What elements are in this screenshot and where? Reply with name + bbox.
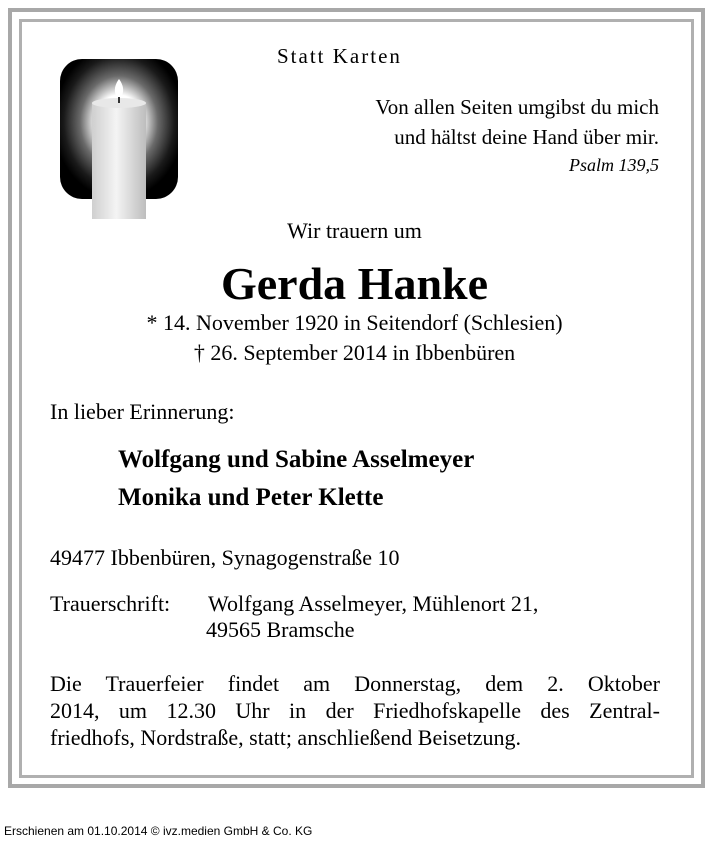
memory-line: In lieber Erinnerung: xyxy=(50,399,235,424)
funeral-line-2: 2014, um 12.30 Uhr in der Friedhofskapelle des Zentral- xyxy=(50,698,660,723)
death-line: † 26. September 2014 in Ibbenbüren xyxy=(193,340,516,365)
funeral-line-3: friedhofs, Nordstraße, statt; anschließend Beisetzung. xyxy=(50,725,522,750)
funeral-announcement xyxy=(50,670,660,751)
funeral-line-1: Die Trauerfeier findet am Donnerstag, dem 2. Oktober xyxy=(50,671,660,696)
verse-line-2: und hältst deine Hand über mir. xyxy=(394,125,659,149)
correspondence-line-1: Wolfgang Asselmeyer, Mühlenort 21, xyxy=(208,591,539,616)
candle-icon xyxy=(58,57,180,219)
correspondence-line-2: 49565 Bramsche xyxy=(206,617,355,642)
publication-footer: Erschienen am 01.10.2014 © ivz.medien GmbH & Co. KG xyxy=(4,824,313,838)
birth-line: * 14. November 1920 in Seitendorf (Schlesien) xyxy=(146,310,563,335)
header-text: Statt Karten xyxy=(277,44,402,68)
correspondence-label: Trauerschrift: xyxy=(50,591,171,616)
family-line-1: Wolfgang und Sabine Asselmeyer xyxy=(118,446,475,473)
family-line-2: Monika und Peter Klette xyxy=(118,484,384,511)
mourning-line: Wir trauern um xyxy=(287,218,422,243)
verse-reference: Psalm 139,5 xyxy=(569,155,659,175)
verse-line-1: Von allen Seiten umgibst du mich xyxy=(375,95,659,119)
deceased-name: Gerda Hanke xyxy=(220,258,489,309)
address-line: 49477 Ibbenbüren, Synagogenstraße 10 xyxy=(50,545,400,570)
